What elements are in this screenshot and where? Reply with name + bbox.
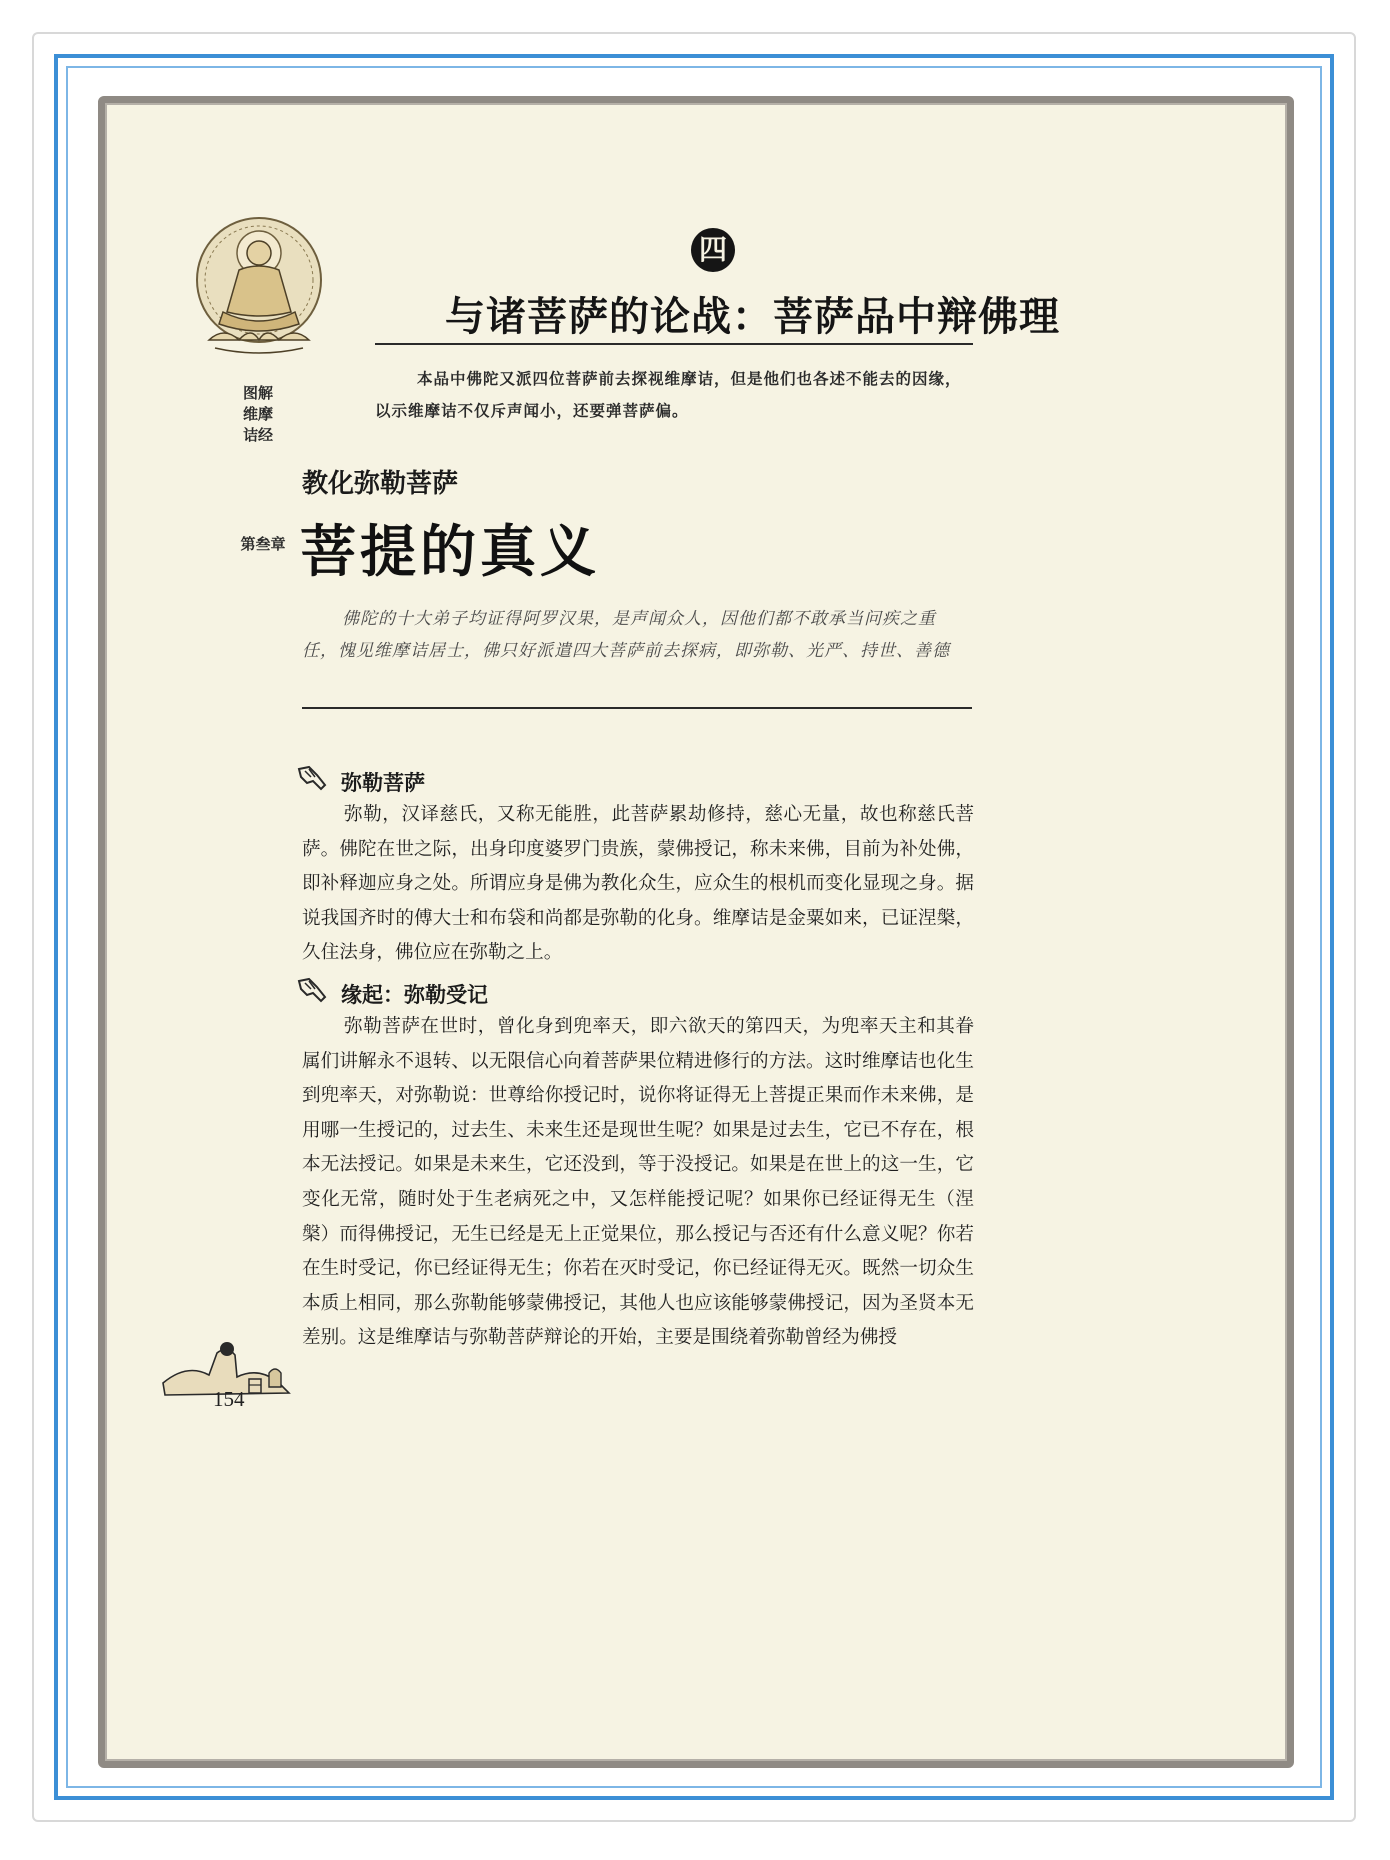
section-body: 弥勒菩萨在世时，曾化身到兜率天，即六欲天的第四天，为兜率天主和其眷属们讲解永不退转、以无限信心向着菩萨果位精进修行的方法。这时维摩诘也化生到兜率天，对弥勒说：世尊给你授记时，说你将证得无上菩提正果而作未来佛，是用哪一生授记的，过去生、未来生还是现世生呢？如果是过去生，它已不存在，根本无法授记。如果是未来生，它还没到，等于没授记。如果是在世上的这一生，它变化无常，随时处于生老病死之中，又怎样能授记呢？如果你已经证得无生（涅槃）而得佛授记，无生已经是无上正觉果位，那么授记与否还有什么意义呢？你若在生时受记，你已经证得无生；你若在灭时受记，你已经证得无灭。既然一切众生本质上相同，那么弥勒能够蒙佛授记，其他人也应该能够蒙佛授记，因为圣贤本无差别。这是维摩诘与弥勒菩萨辩论的开始，主要是围绕着弥勒曾经为佛授 xyxy=(302,1016,974,1349)
section-heading: 缘起：弥勒受记 xyxy=(341,983,488,1007)
pointing-hand-icon xyxy=(295,975,331,1007)
side-book-title: 图解维摩诘经 xyxy=(243,384,274,444)
section-title: 与诸菩萨的论战：菩萨品中辩佛理 xyxy=(445,294,1060,340)
article-title: 菩提的真义 xyxy=(300,519,600,585)
section-heading: 弥勒菩萨 xyxy=(341,771,425,795)
page-number: 154 xyxy=(213,1387,245,1411)
section-divider xyxy=(375,343,973,345)
chapter-label: 第叁章 xyxy=(240,535,286,553)
article-divider xyxy=(302,707,972,709)
book-page xyxy=(98,96,1294,1768)
pointing-hand-icon xyxy=(295,763,331,795)
article-intro: 佛陀的十大弟子均证得阿罗汉果，是声闻众人，因他们都不敢承当问疾之重任，愧见维摩诘居士，佛只好派遣四大菩萨前去探病，即弥勒、光严、持世、善德 xyxy=(302,609,950,661)
seated-buddha-icon xyxy=(179,208,339,368)
section-number-badge: 四 xyxy=(691,228,735,272)
section-body: 弥勒，汉译慈氏，又称无能胜，此菩萨累劫修持，慈心无量，故也称慈氏菩萨。佛陀在世之际，出身印度婆罗门贵族，蒙佛授记，称未来佛，目前为补处佛，即补释迦应身之处。所谓应身是佛为教化众生，应众生的根机而变化显现之身。据说我国齐时的傅大士和布袋和尚都是弥勒的化身。维摩诘是金粟如来，已证涅槃，久住法身，佛位应在弥勒之上。 xyxy=(302,804,974,964)
article-subtitle: 教化弥勒菩萨 xyxy=(302,469,459,499)
section-intro: 本品中佛陀又派四位菩萨前去探视维摩诘，但是他们也各述不能去的因缘，以示维摩诘不仅斥声闻小，还要弹菩萨偏。 xyxy=(375,370,962,420)
